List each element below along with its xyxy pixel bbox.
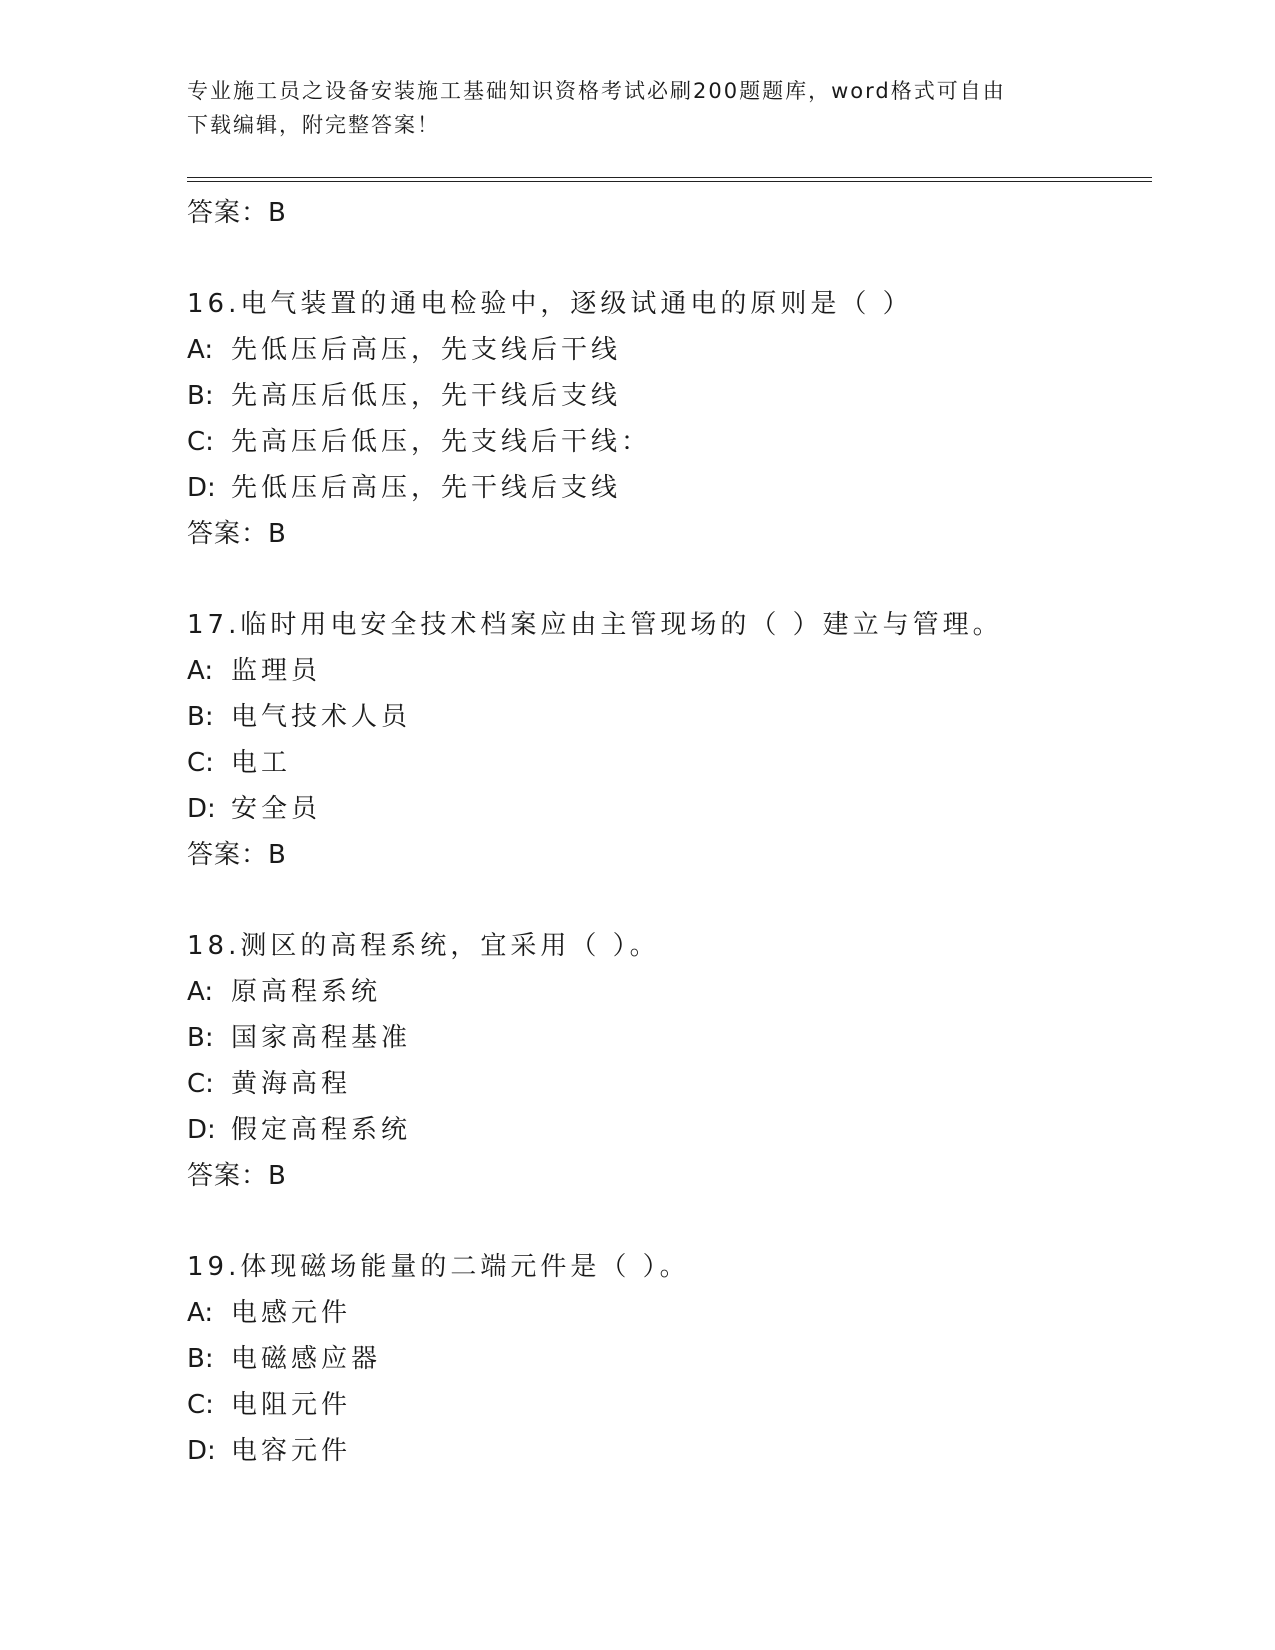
option-d [187,465,1152,511]
option-c [187,740,1152,786]
option-c [187,419,1152,465]
option-text: 国家高程基准 [231,1023,412,1053]
option-key: A: [187,1298,214,1328]
option-c [187,1061,1152,1107]
option-key: D: [187,1436,216,1466]
option-a [187,327,1152,373]
question-19 [187,1244,1152,1474]
option-key: B: [187,1023,214,1053]
header-title-line-1: 专业施工员之设备安装施工基础知识资格考试必刷200题题库，word格式可自由 [187,79,1006,103]
option-text: 电工 [231,748,292,778]
page-header [187,74,1067,142]
spacer [187,557,1152,602]
option-key: D: [187,794,216,824]
option-key: B: [187,702,214,732]
option-key: C: [187,427,214,457]
option-text: 电感元件 [231,1298,352,1328]
option-key: C: [187,1069,214,1099]
option-text: 电气技术人员 [231,702,412,732]
question-list [187,190,1152,1474]
question-18 [187,923,1152,1199]
option-text: 监理员 [231,656,322,686]
header-double-rule [187,177,1152,182]
option-d [187,1107,1152,1153]
question-17 [187,602,1152,878]
option-b [187,373,1152,419]
option-text: 先低压后高压，先支线后干线 [231,335,622,365]
question-stem: 17.临时用电安全技术档案应由主管现场的（ ）建立与管理。 [187,610,1003,640]
question-stem: 16.电气装置的通电检验中，逐级试通电的原则是（ ） [187,289,913,319]
option-key: A: [187,977,214,1007]
option-key: B: [187,1344,214,1374]
option-b [187,1336,1152,1382]
answer-line: 答案：B [187,198,287,228]
option-text: 电磁感应器 [231,1344,382,1374]
option-text: 电容元件 [231,1436,352,1466]
option-a [187,969,1152,1015]
option-text: 先低压后高压，先干线后支线 [231,473,622,503]
option-text: 黄海高程 [231,1069,352,1099]
spacer [187,236,1152,281]
option-text: 假定高程系统 [231,1115,412,1145]
option-key: D: [187,1115,216,1145]
option-a [187,648,1152,694]
option-d [187,1428,1152,1474]
option-a [187,1290,1152,1336]
spacer [187,1199,1152,1244]
option-key: C: [187,1390,214,1420]
option-key: C: [187,748,214,778]
option-key: B: [187,381,214,411]
option-text: 电阻元件 [231,1390,352,1420]
spacer [187,878,1152,923]
question-stem: 18.测区的高程系统，宜采用（ ）。 [187,931,660,961]
option-key: A: [187,335,214,365]
option-d [187,786,1152,832]
question-stem: 19.体现磁场能量的二端元件是（ ）。 [187,1252,690,1282]
question-16 [187,281,1152,557]
option-b [187,694,1152,740]
header-title-line-2: 下载编辑，附完整答案！ [187,113,440,137]
option-text: 安全员 [231,794,322,824]
answer-line: 答案：B [187,840,287,870]
option-key: A: [187,656,214,686]
answer-line: 答案：B [187,1161,287,1191]
option-text: 先高压后低压，先支线后干线： [231,427,652,457]
option-text: 先高压后低压，先干线后支线 [231,381,622,411]
option-text: 原高程系统 [231,977,382,1007]
answer-line: 答案：B [187,519,287,549]
option-b [187,1015,1152,1061]
option-c [187,1382,1152,1428]
option-key: D: [187,473,216,503]
